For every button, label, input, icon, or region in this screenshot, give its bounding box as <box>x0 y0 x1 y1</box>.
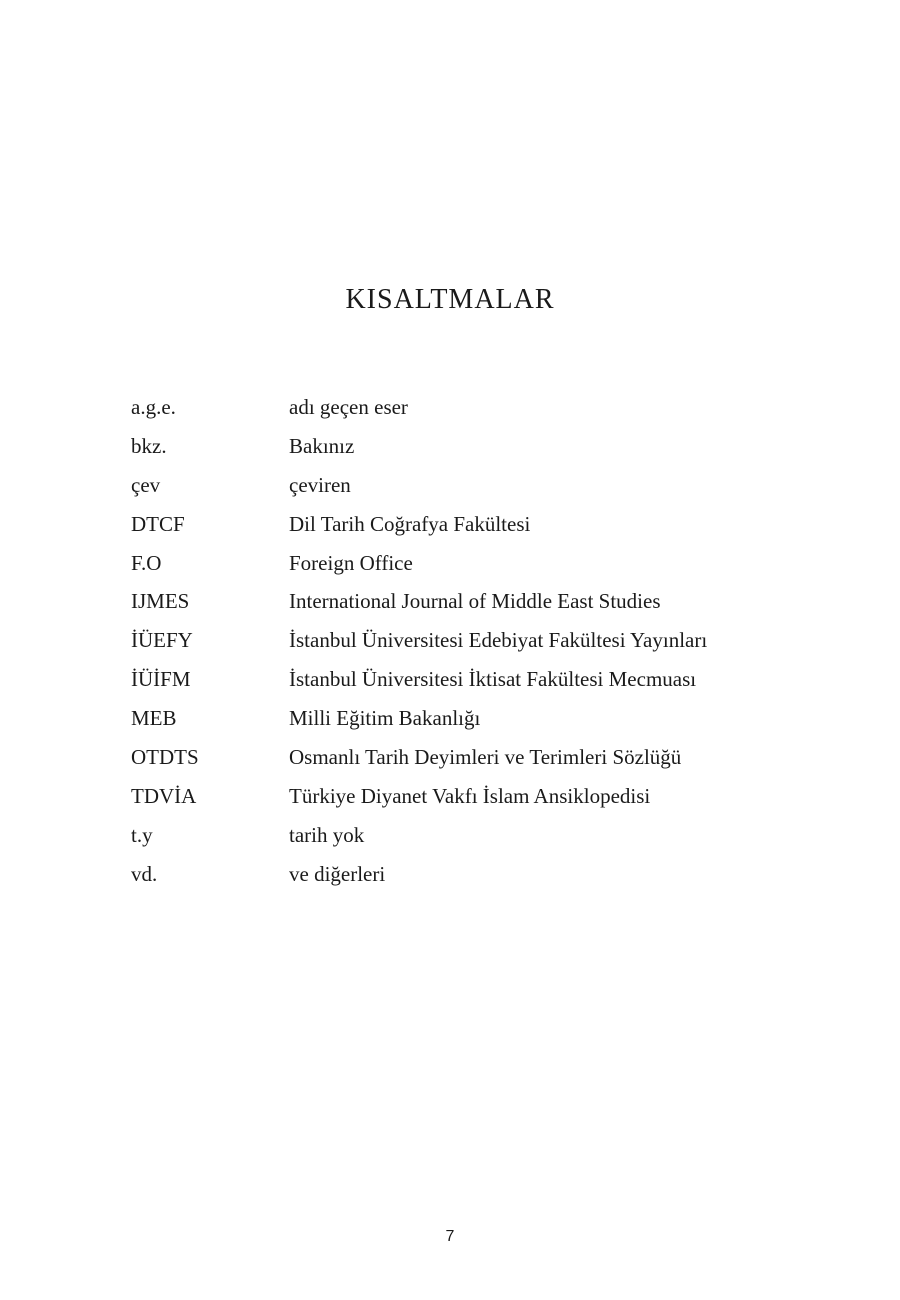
abbreviation-meaning: Foreign Office <box>289 550 413 575</box>
abbreviation-term: çev <box>131 472 161 497</box>
abbreviation-meaning: çeviren <box>289 472 351 497</box>
abbreviation-meaning: Milli Eğitim Bakanlığı <box>289 706 481 731</box>
abbreviation-term: İÜEFY <box>131 628 193 653</box>
abbreviation-meaning: Dil Tarih Coğrafya Fakültesi <box>289 511 531 536</box>
abbreviation-meaning: adı geçen eser <box>289 394 408 419</box>
abbreviation-term: t.y <box>131 822 153 847</box>
page-title: KISALTMALAR <box>345 284 555 315</box>
list-item <box>131 427 811 466</box>
list-item <box>131 466 811 505</box>
abbreviation-term: İÜİFM <box>131 667 191 692</box>
abbreviation-meaning: Bakınız <box>289 433 355 458</box>
list-item <box>131 660 811 699</box>
list-item <box>131 388 811 427</box>
abbreviation-term: OTDTS <box>131 744 199 769</box>
list-item <box>131 505 811 544</box>
abbreviation-list <box>131 388 811 894</box>
abbreviation-term: vd. <box>131 861 158 886</box>
abbreviation-meaning: ve diğerleri <box>289 861 386 886</box>
abbreviation-meaning: tarih yok <box>289 822 365 847</box>
abbreviation-term: IJMES <box>131 589 190 614</box>
abbreviation-meaning: Türkiye Diyanet Vakfı İslam Ansiklopedisi <box>289 783 651 808</box>
abbreviation-term: bkz. <box>131 433 167 458</box>
list-item <box>131 621 811 660</box>
list-item <box>131 544 811 583</box>
abbreviation-term: TDVİA <box>131 783 197 808</box>
abbreviation-term: MEB <box>131 706 177 731</box>
abbreviation-term: DTCF <box>131 511 185 536</box>
list-item <box>131 582 811 621</box>
list-item <box>131 855 811 894</box>
abbreviation-term: a.g.e. <box>131 394 176 419</box>
abbreviation-meaning: İstanbul Üniversitesi İktisat Fakültesi Mecmuası <box>289 667 697 692</box>
abbreviation-meaning: İstanbul Üniversitesi Edebiyat Fakültesi Yayınları <box>289 628 708 653</box>
list-item <box>131 699 811 738</box>
page-number: 7 <box>445 1228 455 1245</box>
abbreviation-meaning: Osmanlı Tarih Deyimleri ve Terimleri Sözlüğü <box>289 744 682 769</box>
abbreviation-meaning: International Journal of Middle East Studies <box>289 589 661 614</box>
list-item <box>131 777 811 816</box>
abbreviation-term: F.O <box>131 550 162 575</box>
list-item <box>131 816 811 855</box>
list-item <box>131 738 811 777</box>
